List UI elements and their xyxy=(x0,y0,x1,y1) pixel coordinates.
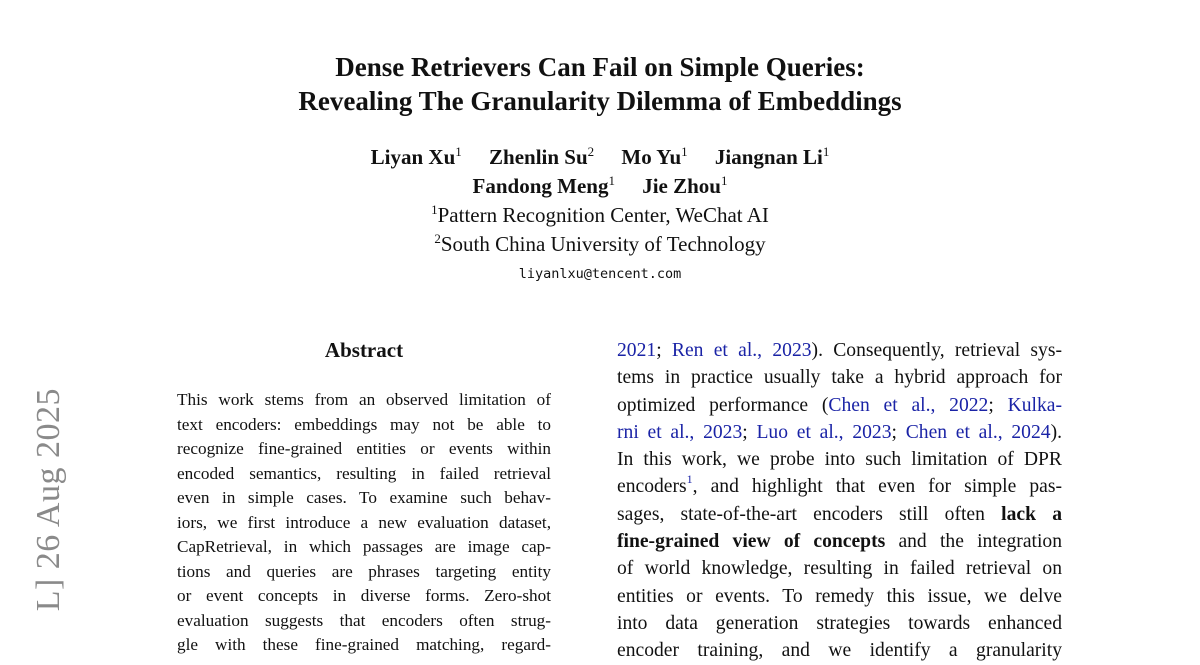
citation-link[interactable]: 2021 xyxy=(617,340,657,361)
body-line xyxy=(617,501,1062,528)
body-text: ). xyxy=(1050,421,1062,443)
affiliation-number: 1 xyxy=(431,202,438,217)
author-row-2 xyxy=(0,172,1200,201)
citation-link[interactable]: Chen et al., 2024 xyxy=(905,421,1051,443)
body-emphasis: lack a xyxy=(1001,503,1062,525)
abstract-line: tions and queries are phrases targeting entity xyxy=(177,561,551,581)
citation-link[interactable]: Chen et al., 2022 xyxy=(828,394,989,416)
citation-link[interactable]: rni et al., 2023 xyxy=(617,421,743,443)
author-name xyxy=(473,174,615,198)
author-name-text: Jiangnan Li xyxy=(714,145,823,169)
abstract-line: even in simple cases. To examine such behav- xyxy=(177,488,551,507)
citation-link[interactable]: Ren et al., 2023 xyxy=(671,340,812,361)
citation-link[interactable]: Kulka- xyxy=(1007,394,1062,416)
body-line: encoder training, and we identify a granularity xyxy=(617,640,1062,662)
body-line xyxy=(617,419,1062,446)
paper-title xyxy=(0,50,1200,118)
body-line: into data generation strategies towards enhanced xyxy=(617,612,1062,634)
author-name xyxy=(715,145,829,169)
body-emphasis: fine-grained view of concepts xyxy=(617,531,886,553)
abstract-body xyxy=(177,388,551,658)
author-name-text: Fandong Meng xyxy=(472,174,609,198)
body-text: optimized performance ( xyxy=(617,394,829,416)
author-name-text: Mo Yu xyxy=(621,145,682,169)
author-affiliation-mark: 1 xyxy=(822,144,830,159)
body-line xyxy=(617,337,1062,364)
abstract-line: or event concepts in diverse forms. Zero-shot xyxy=(177,586,551,605)
abstract-line: evaluation suggests that encoders often strug- xyxy=(177,610,551,630)
affiliation-name: South China University of Technology xyxy=(440,232,766,256)
citation-separator: ; xyxy=(988,394,1008,416)
abstract-line: CapRetrieval, in which passages are image cap- xyxy=(177,537,551,556)
author-block xyxy=(0,143,1200,289)
author-affiliation-mark: 1 xyxy=(720,173,728,188)
body-line: tems in practice usually take a hybrid approach for xyxy=(617,367,1062,389)
abstract-line: iors, we first introduce a new evaluation dataset, xyxy=(177,512,551,532)
body-line xyxy=(617,473,1062,500)
author-affiliation-mark: 1 xyxy=(455,144,462,159)
body-text: ). Consequently, retrieval sys- xyxy=(811,340,1062,361)
abstract-line: gle with these fine-grained matching, regard- xyxy=(177,635,551,654)
citation-separator: ; xyxy=(742,421,757,443)
author-affiliation-mark: 2 xyxy=(587,144,595,159)
arxiv-stamp: L] 26 Aug 2025 xyxy=(30,388,67,612)
body-text: and the integration xyxy=(885,531,1062,553)
body-text: sages, state-of-the-art encoders still often xyxy=(617,503,1002,525)
abstract-line: text encoders: embeddings may not be able to xyxy=(177,414,551,434)
affiliation-name: Pattern Recognition Center, WeChat AI xyxy=(437,203,769,227)
body-line xyxy=(617,392,1062,419)
abstract-heading: Abstract xyxy=(324,338,404,362)
author-affiliation-mark: 1 xyxy=(681,144,688,159)
author-name xyxy=(642,174,727,198)
author-name xyxy=(489,145,594,169)
body-line: entities or events. To remedy this issue, we delve xyxy=(617,585,1062,607)
citation-separator: ; xyxy=(656,340,672,361)
body-text: encoders xyxy=(617,476,687,498)
author-row-1 xyxy=(0,143,1200,172)
author-affiliation-mark: 1 xyxy=(608,173,615,188)
affiliation xyxy=(0,230,1200,259)
author-name-text: Jie Zhou xyxy=(642,174,721,198)
footnote-link[interactable]: 1 xyxy=(686,472,693,487)
citation-separator: ; xyxy=(891,421,906,443)
author-name-text: Zhenlin Su xyxy=(489,145,588,169)
author-name xyxy=(621,145,687,169)
body-text-column xyxy=(617,337,1062,665)
body-line: In this work, we probe into such limitation of DPR xyxy=(617,449,1062,471)
title-line-2: Revealing The Granularity Dilemma of Embeddings xyxy=(298,86,902,116)
affiliation xyxy=(0,201,1200,230)
abstract-line: recognize fine-grained entities or events within xyxy=(177,439,551,458)
abstract-line: encoded semantics, resulting in failed retrieval xyxy=(177,463,551,483)
title-line-1: Dense Retrievers Can Fail on Simple Queries: xyxy=(335,52,865,82)
contact-email[interactable]: liyanlxu@tencent.com xyxy=(518,266,682,282)
author-name-text: Liyan Xu xyxy=(370,145,456,169)
body-line: of world knowledge, resulting in failed retrieval on xyxy=(617,558,1062,580)
body-text: , and highlight that even for simple pas- xyxy=(692,476,1062,498)
author-name xyxy=(371,145,462,169)
affiliation-number: 2 xyxy=(434,231,441,246)
abstract-line: This work stems from an observed limitation of xyxy=(177,390,551,409)
body-line xyxy=(617,528,1062,555)
citation-link[interactable]: Luo et al., 2023 xyxy=(756,421,892,443)
